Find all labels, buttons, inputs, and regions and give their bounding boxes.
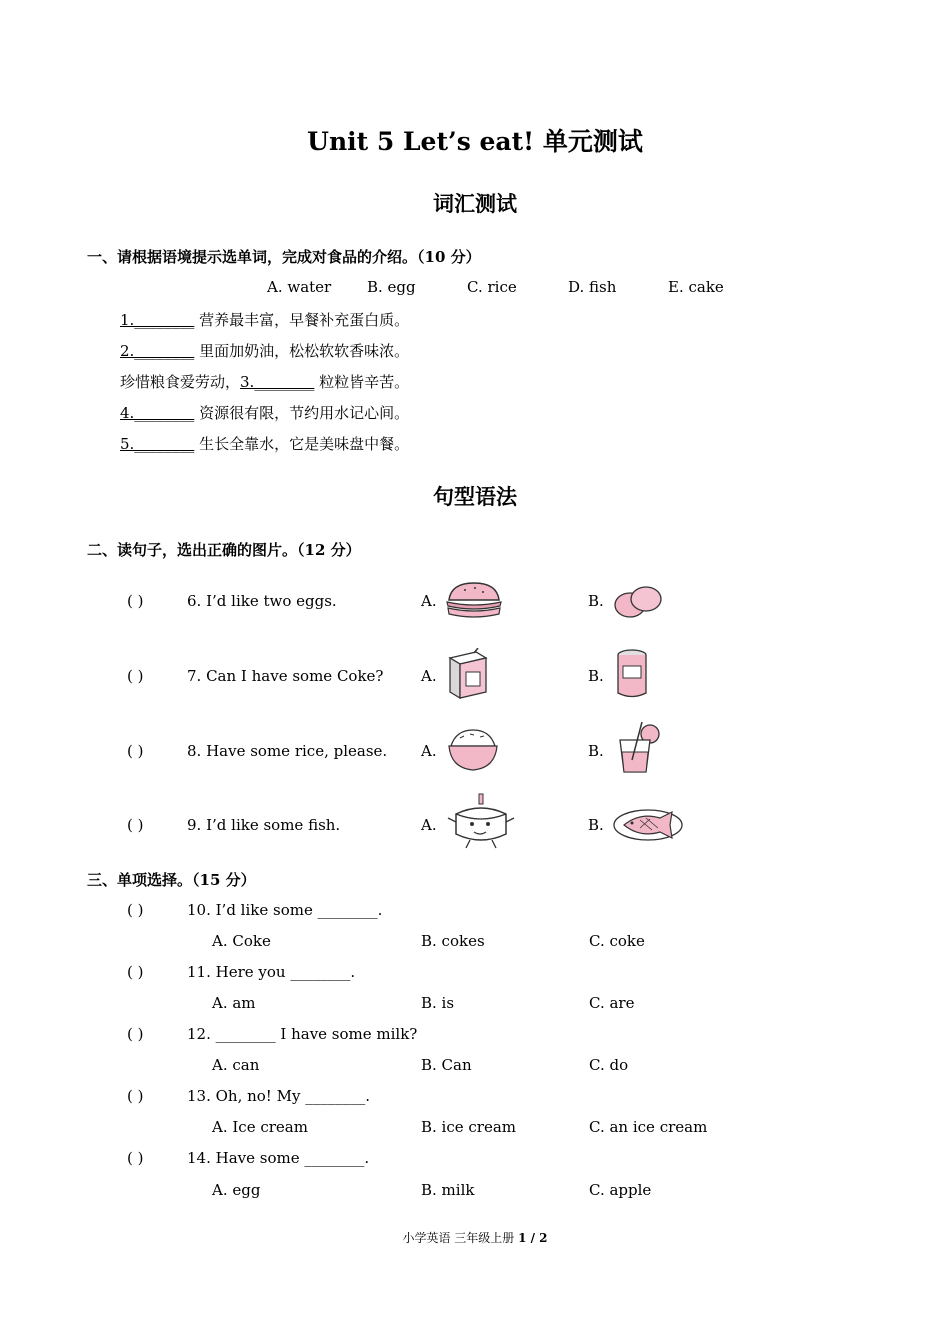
fish-plate-icon[interactable] bbox=[612, 806, 684, 842]
fill-line-4 bbox=[120, 402, 409, 423]
fill-line-5 bbox=[120, 433, 409, 454]
answer-bracket-12[interactable]: ( ) bbox=[127, 1025, 144, 1043]
q10-option-c: C. coke bbox=[589, 932, 645, 950]
q9-option-b-label: B. bbox=[588, 816, 604, 834]
q14-option-c: C. apple bbox=[589, 1181, 652, 1199]
question-9-text: 9. I’d like some fish. bbox=[187, 816, 341, 834]
q9-option-a-label: A. bbox=[421, 816, 437, 834]
fill-line-text: 营养最丰富，早餐补充蛋白质。 bbox=[194, 311, 410, 329]
answer-bracket-10[interactable]: ( ) bbox=[127, 901, 144, 919]
q14-option-a: A. egg bbox=[212, 1181, 261, 1199]
answer-bracket-6[interactable]: ( ) bbox=[127, 592, 144, 610]
question-13-text: 13. Oh, no! My ________. bbox=[187, 1087, 370, 1105]
question-12-text: 12. ________ I have some milk? bbox=[187, 1025, 418, 1043]
juice-box-icon[interactable] bbox=[444, 648, 492, 700]
q12-option-a: A. can bbox=[212, 1056, 260, 1074]
fill-blank-4[interactable]: 4.________ bbox=[120, 404, 195, 422]
fill-line-text: 生长全靠水，它是美味盘中餐。 bbox=[194, 435, 410, 453]
fill-line-text: 资源很有限，节约用水记心间。 bbox=[194, 404, 410, 422]
footer-text: 小学英语 三年级上册 bbox=[402, 1231, 519, 1245]
option-a: A. water bbox=[267, 278, 332, 296]
fill-line-text: 里面加奶油，松松软软香味浓。 bbox=[194, 342, 410, 360]
question-14-text: 14. Have some ________. bbox=[187, 1149, 370, 1167]
q12-option-b: B. Can bbox=[421, 1056, 472, 1074]
fill-line-text: 粒粒皆辛苦。 bbox=[314, 373, 410, 391]
fill-line-3 bbox=[120, 371, 409, 392]
juice-glass-icon[interactable] bbox=[612, 720, 662, 776]
q6-option-a-label: A. bbox=[421, 592, 437, 610]
answer-bracket-9[interactable]: ( ) bbox=[127, 816, 144, 834]
question-6-text: 6. I’d like two eggs. bbox=[187, 592, 337, 610]
fill-blank-3[interactable]: 3.________ bbox=[240, 373, 315, 391]
q7-option-a-label: A. bbox=[421, 667, 437, 685]
fill-blank-5[interactable]: 5.________ bbox=[120, 435, 195, 453]
q11-option-a: A. am bbox=[212, 994, 256, 1012]
q6-option-b-label: B. bbox=[588, 592, 604, 610]
q12-option-c: C. do bbox=[589, 1056, 629, 1074]
eggs-icon[interactable] bbox=[612, 582, 664, 620]
birthday-cake-icon[interactable] bbox=[446, 792, 516, 850]
q13-option-c: C. an ice cream bbox=[589, 1118, 708, 1136]
section1-heading: 一、请根据语境提示选单词，完成对食品的介绍。（10 分） bbox=[87, 248, 481, 266]
option-e: E. cake bbox=[668, 278, 724, 296]
vocab-section-header: 词汇测试 bbox=[433, 191, 517, 216]
fill-blank-1[interactable]: 1.________ bbox=[120, 311, 195, 329]
q10-option-b: B. cokes bbox=[421, 932, 485, 950]
answer-bracket-13[interactable]: ( ) bbox=[127, 1087, 144, 1105]
section3-heading: 三、单项选择。（15 分） bbox=[87, 871, 256, 889]
fill-line-1 bbox=[120, 309, 409, 330]
section2-heading: 二、读句子，选出正确的图片。（12 分） bbox=[87, 541, 361, 559]
answer-bracket-14[interactable]: ( ) bbox=[127, 1149, 144, 1167]
q10-option-a: A. Coke bbox=[212, 932, 271, 950]
q7-option-b-label: B. bbox=[588, 667, 604, 685]
q14-option-b: B. milk bbox=[421, 1181, 475, 1199]
q11-option-b: B. is bbox=[421, 994, 455, 1012]
hamburger-icon[interactable] bbox=[443, 580, 505, 622]
q13-option-b: B. ice cream bbox=[421, 1118, 517, 1136]
answer-bracket-11[interactable]: ( ) bbox=[127, 963, 144, 981]
page-number: 1 / 2 bbox=[518, 1231, 548, 1245]
fill-line-2 bbox=[120, 340, 409, 361]
page-footer bbox=[0, 1229, 950, 1246]
answer-bracket-7[interactable]: ( ) bbox=[127, 667, 144, 685]
question-8-text: 8. Have some rice, please. bbox=[187, 742, 388, 760]
option-d: D. fish bbox=[568, 278, 617, 296]
q13-option-a: A. Ice cream bbox=[212, 1118, 308, 1136]
q11-option-c: C. are bbox=[589, 994, 635, 1012]
grammar-section-header: 句型语法 bbox=[433, 484, 517, 509]
question-10-text: 10. I’d like some ________. bbox=[187, 901, 383, 919]
soda-can-icon[interactable] bbox=[612, 648, 652, 700]
fill-line-prefix: 珍惜粮食爱劳动， bbox=[120, 373, 241, 391]
q8-option-a-label: A. bbox=[421, 742, 437, 760]
question-11-text: 11. Here you ________. bbox=[187, 963, 356, 981]
q8-option-b-label: B. bbox=[588, 742, 604, 760]
option-b: B. egg bbox=[367, 278, 416, 296]
fill-blank-2[interactable]: 2.________ bbox=[120, 342, 195, 360]
option-c: C. rice bbox=[467, 278, 517, 296]
question-7-text: 7. Can I have some Coke? bbox=[187, 667, 384, 685]
page-title: Unit 5 Let’s eat! 单元测试 bbox=[307, 127, 643, 156]
rice-bowl-icon[interactable] bbox=[446, 724, 500, 774]
answer-bracket-8[interactable]: ( ) bbox=[127, 742, 144, 760]
